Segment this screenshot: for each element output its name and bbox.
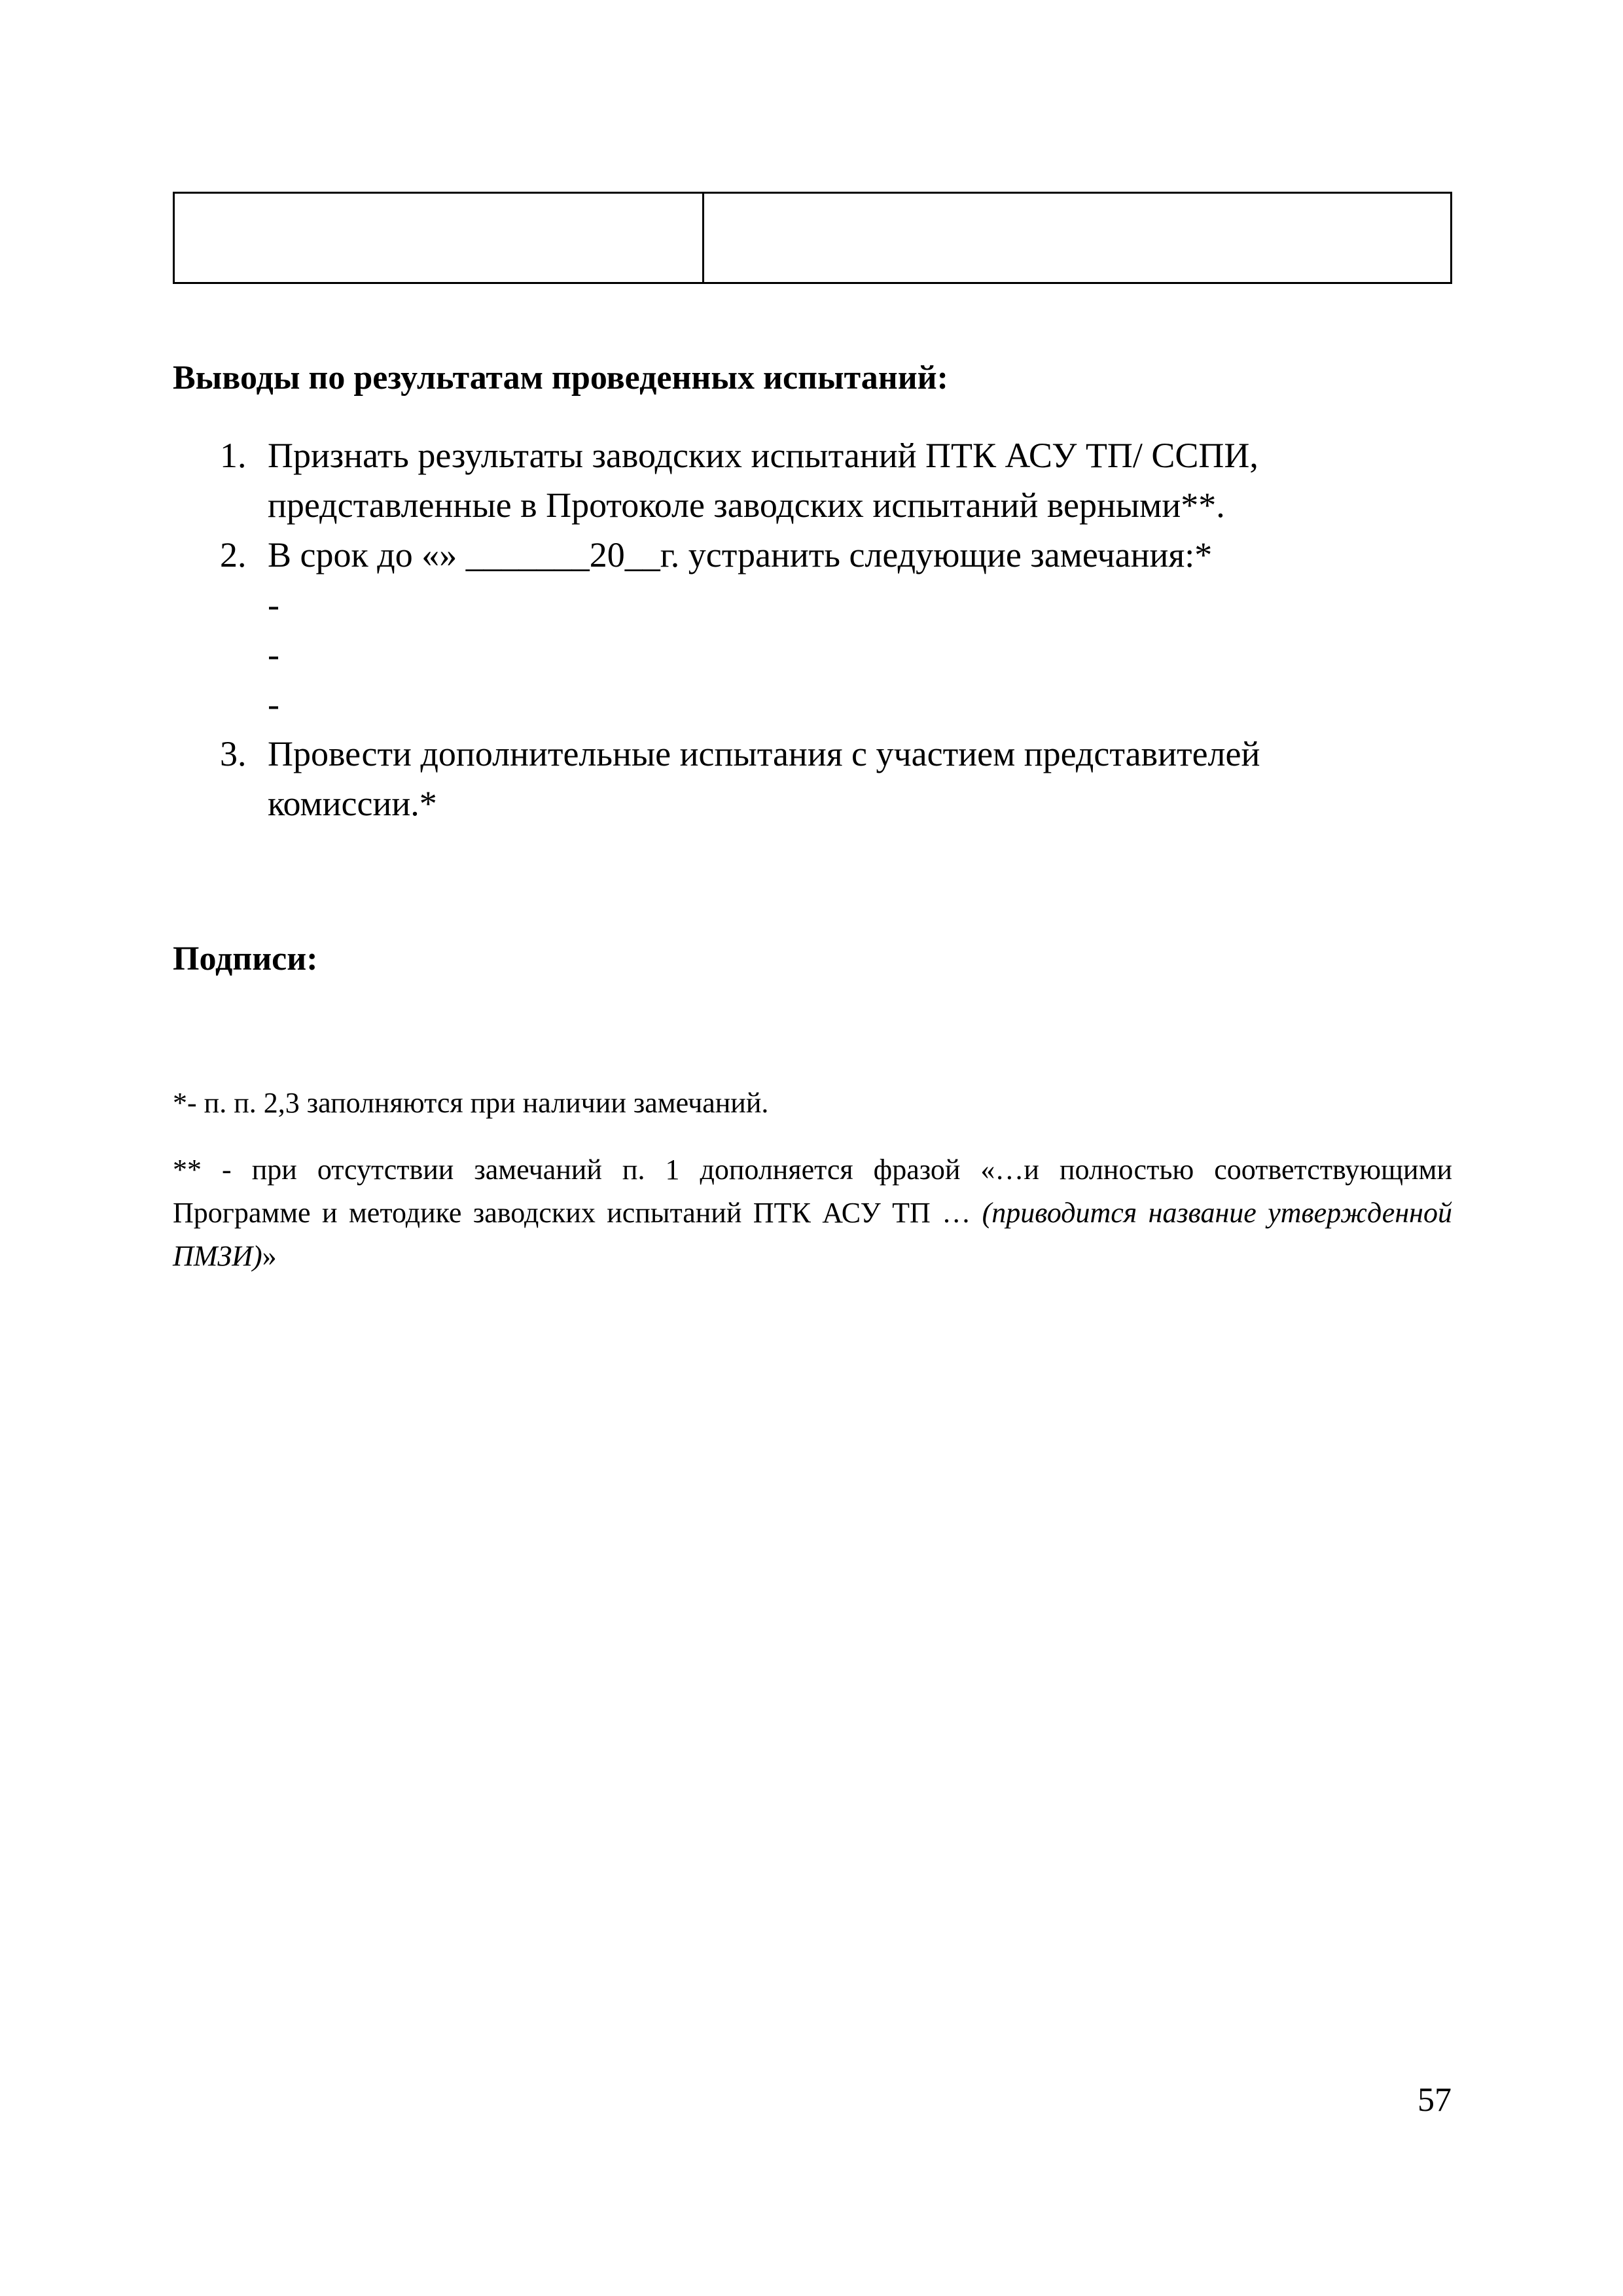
list-item-text: В срок до «» _______20__г. устранить следующие замечания:* bbox=[268, 535, 1213, 574]
footnote-1: *- п. п. 2,3 заполняются при наличии замечаний. bbox=[173, 1087, 769, 1119]
table-cell-right bbox=[704, 194, 1450, 282]
remark-placeholder: - bbox=[268, 684, 279, 724]
conclusions-heading: Выводы по результатам проведенных испытаний: bbox=[173, 359, 948, 397]
list-item-number: 3. bbox=[220, 734, 247, 773]
footnote-2-italic: (приводится название утвержденной ПМЗИ) bbox=[173, 1197, 1452, 1272]
list-item bbox=[173, 530, 1455, 580]
footnote-2-end: » bbox=[262, 1240, 277, 1272]
footnote-2-text: ** - при отсутствии замечаний п. 1 дополняется фразой «…и полностью соответствующими Программе и методике заводских испытаний ПТК АСУ ТП … bbox=[173, 1154, 1452, 1229]
list-item-text: комиссии.* bbox=[268, 784, 437, 823]
list-item-text: Провести дополнительные испытания с участием представителей bbox=[268, 734, 1260, 773]
list-item-number: 2. bbox=[220, 535, 247, 574]
remark-placeholder: - bbox=[268, 635, 279, 674]
list-item-text: Признать результаты заводских испытаний ПТК АСУ ТП/ ССПИ, bbox=[268, 436, 1258, 475]
footnote-2 bbox=[173, 1148, 1452, 1278]
list-item-text: представленные в Протоколе заводских испытаний верными**. bbox=[268, 486, 1225, 525]
top-table bbox=[173, 192, 1452, 284]
signatures-heading: Подписи: bbox=[173, 940, 318, 978]
table-cell-left bbox=[175, 194, 704, 282]
list-item-number: 1. bbox=[220, 436, 247, 475]
list-item bbox=[173, 729, 1455, 828]
conclusions-list bbox=[173, 431, 1455, 828]
remark-placeholder: - bbox=[268, 585, 279, 624]
page-number: 57 bbox=[1418, 2081, 1452, 2119]
list-item bbox=[173, 431, 1455, 530]
